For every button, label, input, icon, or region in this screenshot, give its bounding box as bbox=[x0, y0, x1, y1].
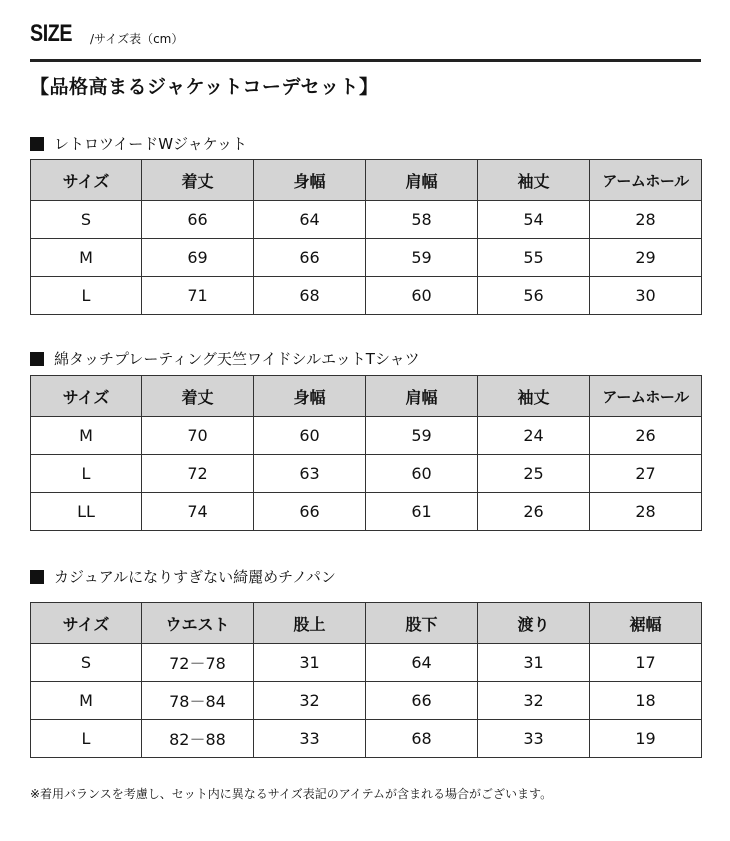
table-row bbox=[31, 239, 702, 277]
table-row bbox=[31, 720, 702, 758]
table-cell: 59 bbox=[366, 239, 478, 277]
table-cell: 68 bbox=[366, 720, 478, 758]
table-header-row bbox=[31, 603, 702, 644]
table-cell: 70 bbox=[142, 417, 254, 455]
column-header: 身幅 bbox=[254, 160, 366, 201]
section-title-text: 綿タッチプレーティング天竺ワイドシルエットTシャツ bbox=[54, 350, 420, 368]
table-cell: 59 bbox=[366, 417, 478, 455]
table-cell: 74 bbox=[142, 493, 254, 531]
table-cell: 19 bbox=[590, 720, 702, 758]
table-cell: 72－78 bbox=[142, 644, 254, 682]
table-cell: 60 bbox=[366, 455, 478, 493]
table-row bbox=[31, 455, 702, 493]
table-cell: 31 bbox=[478, 644, 590, 682]
column-header: 裾幅 bbox=[590, 603, 702, 644]
section-title-text: カジュアルになりすぎない綺麗めチノパン bbox=[54, 568, 336, 586]
column-header: 股上 bbox=[254, 603, 366, 644]
table-cell: 26 bbox=[478, 493, 590, 531]
column-header: 袖丈 bbox=[478, 160, 590, 201]
column-header: ウエスト bbox=[142, 603, 254, 644]
table-cell: LL bbox=[31, 493, 142, 531]
table-cell: S bbox=[31, 201, 142, 239]
table-cell: 60 bbox=[254, 417, 366, 455]
column-header: アームホール bbox=[590, 376, 702, 417]
table-row bbox=[31, 682, 702, 720]
column-header: サイズ bbox=[31, 160, 142, 201]
table-cell: 54 bbox=[478, 201, 590, 239]
table-header-row bbox=[31, 376, 702, 417]
column-header: サイズ bbox=[31, 603, 142, 644]
table-cell: 66 bbox=[254, 493, 366, 531]
section-title-jacket bbox=[30, 133, 247, 154]
table-cell: 17 bbox=[590, 644, 702, 682]
table-cell: 69 bbox=[142, 239, 254, 277]
table-cell: 31 bbox=[254, 644, 366, 682]
table-cell: 66 bbox=[254, 239, 366, 277]
table-row bbox=[31, 644, 702, 682]
column-header: サイズ bbox=[31, 376, 142, 417]
table-cell: 63 bbox=[254, 455, 366, 493]
column-header: 着丈 bbox=[142, 376, 254, 417]
table-cell: M bbox=[31, 417, 142, 455]
set-title: 【品格高まるジャケットコーデセット】 bbox=[30, 76, 379, 98]
footer-note: ※着用バランスを考慮し、セット内に異なるサイズ表記のアイテムが含まれる場合がございます。 bbox=[30, 787, 553, 801]
table-cell: 25 bbox=[478, 455, 590, 493]
table-cell: 27 bbox=[590, 455, 702, 493]
table-cell: 58 bbox=[366, 201, 478, 239]
section-title-tshirt bbox=[30, 348, 420, 369]
table-cell: L bbox=[31, 455, 142, 493]
table-cell: 26 bbox=[590, 417, 702, 455]
table-cell: 56 bbox=[478, 277, 590, 315]
table-cell: 32 bbox=[254, 682, 366, 720]
size-table-chino bbox=[30, 602, 702, 758]
table-row bbox=[31, 277, 702, 315]
table-cell: 33 bbox=[478, 720, 590, 758]
column-header: 着丈 bbox=[142, 160, 254, 201]
table-cell: 66 bbox=[142, 201, 254, 239]
table-cell: 78－84 bbox=[142, 682, 254, 720]
column-header: 渡り bbox=[478, 603, 590, 644]
table-cell: 72 bbox=[142, 455, 254, 493]
square-bullet-icon bbox=[30, 570, 44, 584]
table-cell: M bbox=[31, 682, 142, 720]
table-cell: 61 bbox=[366, 493, 478, 531]
table-row bbox=[31, 493, 702, 531]
table-cell: 55 bbox=[478, 239, 590, 277]
table-cell: L bbox=[31, 277, 142, 315]
square-bullet-icon bbox=[30, 137, 44, 151]
column-header: アームホール bbox=[590, 160, 702, 201]
square-bullet-icon bbox=[30, 352, 44, 366]
size-table-tshirt bbox=[30, 375, 702, 531]
table-cell: 30 bbox=[590, 277, 702, 315]
column-header: 股下 bbox=[366, 603, 478, 644]
table-cell: 32 bbox=[478, 682, 590, 720]
table-header-row bbox=[31, 160, 702, 201]
column-header: 身幅 bbox=[254, 376, 366, 417]
table-cell: 82－88 bbox=[142, 720, 254, 758]
table-row bbox=[31, 201, 702, 239]
size-heading: SIZE bbox=[30, 20, 73, 47]
column-header: 肩幅 bbox=[366, 376, 478, 417]
size-subheading: /サイズ表（cm） bbox=[90, 32, 184, 46]
section-title-text: レトロツイードWジャケット bbox=[54, 135, 248, 153]
table-cell: 24 bbox=[478, 417, 590, 455]
table-row bbox=[31, 417, 702, 455]
table-cell: 64 bbox=[366, 644, 478, 682]
table-cell: 64 bbox=[254, 201, 366, 239]
size-header bbox=[30, 20, 184, 52]
table-cell: 29 bbox=[590, 239, 702, 277]
table-cell: 18 bbox=[590, 682, 702, 720]
table-cell: M bbox=[31, 239, 142, 277]
table-cell: 33 bbox=[254, 720, 366, 758]
table-cell: 66 bbox=[366, 682, 478, 720]
table-cell: 68 bbox=[254, 277, 366, 315]
table-cell: 28 bbox=[590, 493, 702, 531]
table-cell: L bbox=[31, 720, 142, 758]
table-cell: 60 bbox=[366, 277, 478, 315]
table-cell: S bbox=[31, 644, 142, 682]
column-header: 肩幅 bbox=[366, 160, 478, 201]
size-table-jacket bbox=[30, 159, 702, 315]
table-cell: 28 bbox=[590, 201, 702, 239]
table-cell: 71 bbox=[142, 277, 254, 315]
column-header: 袖丈 bbox=[478, 376, 590, 417]
header-divider bbox=[30, 59, 701, 62]
section-title-chino bbox=[30, 566, 336, 587]
